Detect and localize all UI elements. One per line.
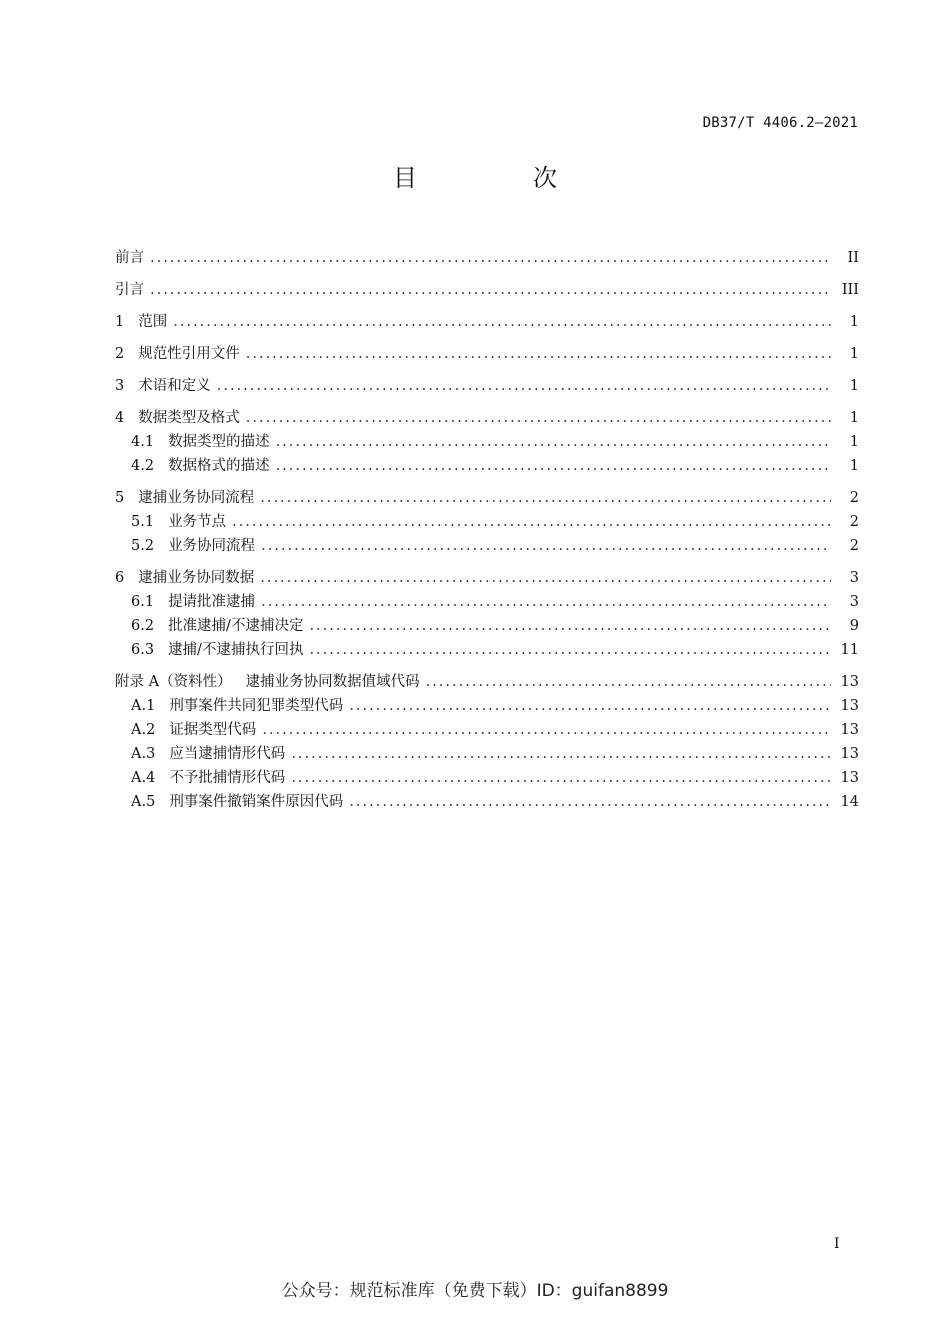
- toc-entry-page: 2: [849, 490, 859, 506]
- toc-entry-title: 业务节点: [168, 514, 227, 530]
- toc-entry-page: 1: [849, 346, 859, 362]
- toc-entry-number: A.4: [131, 770, 156, 786]
- toc-entry[interactable]: [115, 406, 859, 430]
- dot-leader: [150, 278, 831, 302]
- toc-entry-number: 6.3: [131, 642, 155, 658]
- toc-entry-number: 6.2: [131, 618, 155, 634]
- toc-subentry[interactable]: [115, 718, 859, 742]
- toc-entry-page: II: [847, 250, 859, 266]
- toc-entry-number: 4.2: [131, 458, 155, 474]
- toc-entry[interactable]: [115, 310, 859, 334]
- dot-leader: [309, 614, 831, 638]
- table-of-contents: [115, 246, 859, 814]
- toc-entry-title: 刑事案件撤销案件原因代码: [169, 794, 344, 810]
- document-code: DB37/T 4406.2—2021: [702, 115, 858, 131]
- toc-entry-number: 1: [115, 314, 125, 330]
- toc-subentry[interactable]: [115, 766, 859, 790]
- toc-entry-title: 范围: [138, 314, 168, 330]
- dot-leader: [291, 766, 831, 790]
- toc-entry-number: 6: [115, 570, 125, 586]
- toc-subentry[interactable]: [115, 430, 859, 454]
- dot-leader: [232, 510, 831, 534]
- dot-leader: [261, 534, 831, 558]
- dot-leader: [291, 742, 831, 766]
- toc-entry-page: 9: [849, 618, 859, 634]
- toc-entry-number: 附录 A（资料性）: [115, 674, 232, 690]
- dot-leader: [262, 718, 831, 742]
- toc-entry-title: 数据类型的描述: [168, 434, 270, 450]
- dot-leader: [309, 638, 831, 662]
- toc-subentry[interactable]: [115, 638, 859, 662]
- toc-subentry[interactable]: [115, 590, 859, 614]
- toc-entry-page: 1: [849, 458, 859, 474]
- dot-leader: [349, 694, 831, 718]
- toc-entry-title: 应当逮捕情形代码: [169, 746, 286, 762]
- toc-entry-page: 2: [849, 514, 859, 530]
- dot-leader: [426, 670, 831, 694]
- toc-entry-title: 批准逮捕/不逮捕决定: [168, 618, 304, 634]
- dot-leader: [276, 430, 831, 454]
- toc-subentry[interactable]: [115, 454, 859, 478]
- toc-subentry[interactable]: [115, 790, 859, 814]
- toc-entry-page: 11: [840, 642, 859, 658]
- toc-entry-title: 术语和定义: [138, 378, 211, 394]
- toc-entry-title: 引言: [115, 282, 144, 298]
- toc-entry-page: III: [841, 282, 859, 298]
- dot-leader: [246, 406, 831, 430]
- toc-entry-page: 13: [840, 770, 859, 786]
- dot-leader: [173, 310, 831, 334]
- toc-entry[interactable]: [115, 278, 859, 302]
- toc-entry-title: 逮捕业务协同数据: [138, 570, 255, 586]
- toc-entry-page: 14: [840, 794, 859, 810]
- toc-entry-title: 提请批准逮捕: [168, 594, 256, 610]
- toc-entry-number: 4: [115, 410, 125, 426]
- toc-entry[interactable]: [115, 566, 859, 590]
- toc-entry-title: 刑事案件共同犯罪类型代码: [169, 698, 344, 714]
- toc-subentry[interactable]: [115, 694, 859, 718]
- toc-entry-number: 3: [115, 378, 125, 394]
- toc-entry-title: 逮捕/不逮捕执行回执: [168, 642, 304, 658]
- page-title: 目 次: [393, 164, 603, 192]
- dot-leader: [349, 790, 831, 814]
- toc-entry-number: A.2: [131, 722, 156, 738]
- dot-leader: [260, 486, 831, 510]
- dot-leader: [261, 590, 831, 614]
- toc-entry-page: 1: [849, 314, 859, 330]
- toc-entry-page: 3: [849, 570, 859, 586]
- toc-subentry[interactable]: [115, 534, 859, 558]
- toc-entry-number: 5: [115, 490, 125, 506]
- toc-entry[interactable]: [115, 342, 859, 366]
- dot-leader: [217, 374, 831, 398]
- toc-subentry[interactable]: [115, 742, 859, 766]
- toc-subentry[interactable]: [115, 614, 859, 638]
- toc-entry-page: 1: [849, 410, 859, 426]
- toc-entry-title: 逮捕业务协同数据值域代码: [245, 674, 420, 690]
- toc-entry-title: 证据类型代码: [169, 722, 257, 738]
- dot-leader: [150, 246, 831, 270]
- toc-entry-number: 6.1: [131, 594, 155, 610]
- dot-leader: [276, 454, 831, 478]
- toc-entry[interactable]: [115, 670, 859, 694]
- toc-entry-title: 不予批捕情形代码: [169, 770, 286, 786]
- toc-entry-number: A.5: [131, 794, 156, 810]
- toc-entry-title: 规范性引用文件: [138, 346, 240, 362]
- toc-entry-page: 13: [840, 698, 859, 714]
- toc-entry[interactable]: [115, 246, 859, 270]
- dot-leader: [246, 342, 831, 366]
- toc-entry-title: 业务协同流程: [168, 538, 256, 554]
- toc-subentry[interactable]: [115, 510, 859, 534]
- toc-entry-number: 2: [115, 346, 125, 362]
- toc-entry[interactable]: [115, 486, 859, 510]
- toc-entry-number: A.1: [131, 698, 156, 714]
- toc-entry-page: 1: [849, 378, 859, 394]
- toc-entry-number: A.3: [131, 746, 156, 762]
- toc-entry-number: 4.1: [131, 434, 155, 450]
- toc-entry-page: 3: [849, 594, 859, 610]
- toc-entry-number: 5.2: [131, 538, 155, 554]
- toc-entry-number: 5.1: [131, 514, 155, 530]
- toc-entry-title: 数据格式的描述: [168, 458, 270, 474]
- toc-entry-page: 13: [840, 746, 859, 762]
- dot-leader: [260, 566, 831, 590]
- footer-watermark-text: 公众号：规范标准库（免费下载）ID：guifan8899: [281, 1281, 669, 1301]
- toc-entry[interactable]: [115, 374, 859, 398]
- toc-entry-page: 2: [849, 538, 859, 554]
- toc-entry-page: 13: [840, 674, 859, 690]
- toc-entry-page: 1: [849, 434, 859, 450]
- toc-entry-page: 13: [840, 722, 859, 738]
- toc-entry-title: 数据类型及格式: [138, 410, 240, 426]
- toc-entry-title: 前言: [115, 250, 144, 266]
- page-number: I: [834, 1236, 840, 1252]
- toc-entry-title: 逮捕业务协同流程: [138, 490, 255, 506]
